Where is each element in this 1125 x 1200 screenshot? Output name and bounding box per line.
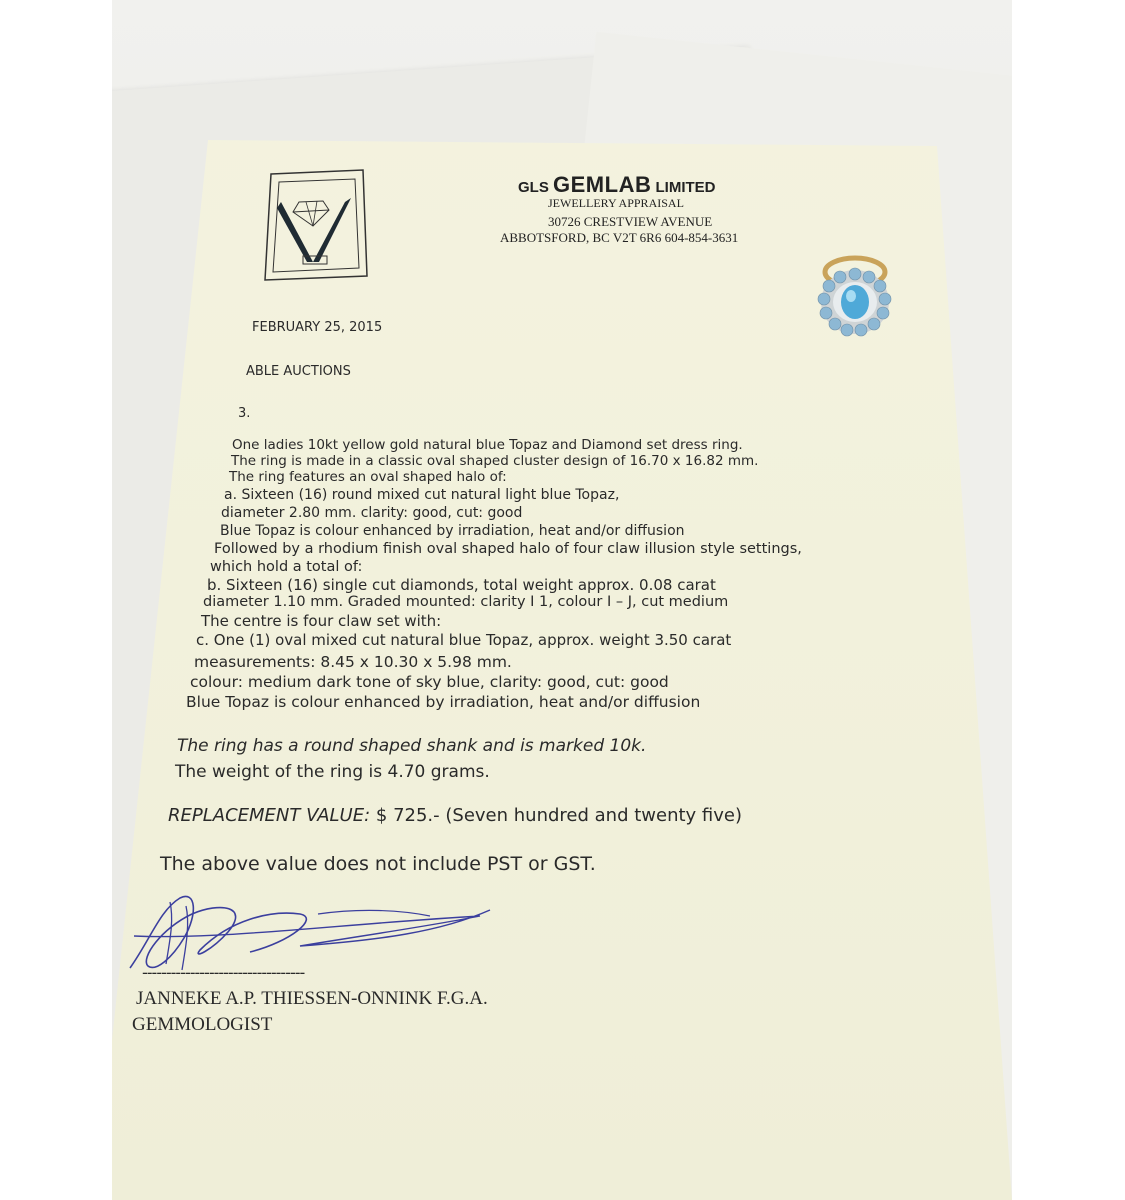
signer-title: GEMMOLOGIST bbox=[132, 1014, 273, 1035]
company-name bbox=[518, 172, 716, 198]
description-line: The ring features an oval shaped halo of: bbox=[229, 469, 507, 485]
tax-note: The above value does not include PST or GST. bbox=[160, 853, 596, 875]
description-line: diameter 2.80 mm. clarity: good, cut: good bbox=[221, 505, 523, 521]
replacement-words: (Seven hundred and twenty five) bbox=[445, 805, 742, 826]
replacement-value-line bbox=[168, 805, 742, 826]
company-street: 30726 CRESTVIEW AVENUE bbox=[548, 214, 713, 229]
description-line: c. One (1) oval mixed cut natural blue Topaz, approx. weight 3.50 carat bbox=[196, 631, 732, 649]
gemlab-logo bbox=[263, 168, 369, 282]
letter-recipient: ABLE AUCTIONS bbox=[246, 364, 351, 379]
description-line: The ring is made in a classic oval shaped cluster design of 16.70 x 16.82 mm. bbox=[231, 453, 759, 469]
description-line: Blue Topaz is colour enhanced by irradiation, heat and/or diffusion bbox=[220, 523, 685, 539]
description-line: The centre is four claw set with: bbox=[201, 612, 442, 630]
description-line: One ladies 10kt yellow gold natural blue Topaz and Diamond set dress ring. bbox=[232, 437, 743, 453]
description-line: diameter 1.10 mm. Graded mounted: clarity I 1, colour I – J, cut medium bbox=[203, 594, 729, 610]
weight-note: The weight of the ring is 4.70 grams. bbox=[175, 762, 490, 782]
company-brand: GEMLAB bbox=[553, 172, 652, 197]
replacement-label: REPLACEMENT VALUE: bbox=[168, 805, 371, 826]
description-line: Blue Topaz is colour enhanced by irradiation, heat and/or diffusion bbox=[186, 693, 701, 711]
description-line: a. Sixteen (16) round mixed cut natural light blue Topaz, bbox=[224, 487, 620, 503]
company-prefix: GLS bbox=[518, 179, 549, 196]
description-line: colour: medium dark tone of sky blue, clarity: good, cut: good bbox=[190, 673, 669, 691]
lot-number: 3. bbox=[238, 406, 251, 421]
description-line: Followed by a rhodium finish oval shaped halo of four claw illusion style settings, bbox=[214, 541, 802, 557]
company-suffix: LIMITED bbox=[655, 179, 716, 196]
company-subtitle: JEWELLERY APPRAISAL bbox=[548, 196, 684, 210]
signer-name: JANNEKE A.P. THIESSEN-ONNINK F.G.A. bbox=[136, 988, 488, 1009]
description-line: b. Sixteen (16) single cut diamonds, total weight approx. 0.08 carat bbox=[207, 576, 716, 594]
company-city-phone: ABBOTSFORD, BC V2T 6R6 604-854-3631 bbox=[500, 230, 739, 245]
description-line: which hold a total of: bbox=[210, 559, 363, 575]
letter-date: FEBRUARY 25, 2015 bbox=[252, 320, 383, 335]
ring-photo bbox=[813, 252, 903, 338]
replacement-amount: $ 725.- bbox=[375, 805, 440, 826]
description-line: measurements: 8.45 x 10.30 x 5.98 mm. bbox=[194, 653, 512, 671]
shank-note: The ring has a round shaped shank and is marked 10k. bbox=[177, 736, 647, 756]
signature-line: ---------------------------------- bbox=[142, 963, 305, 982]
